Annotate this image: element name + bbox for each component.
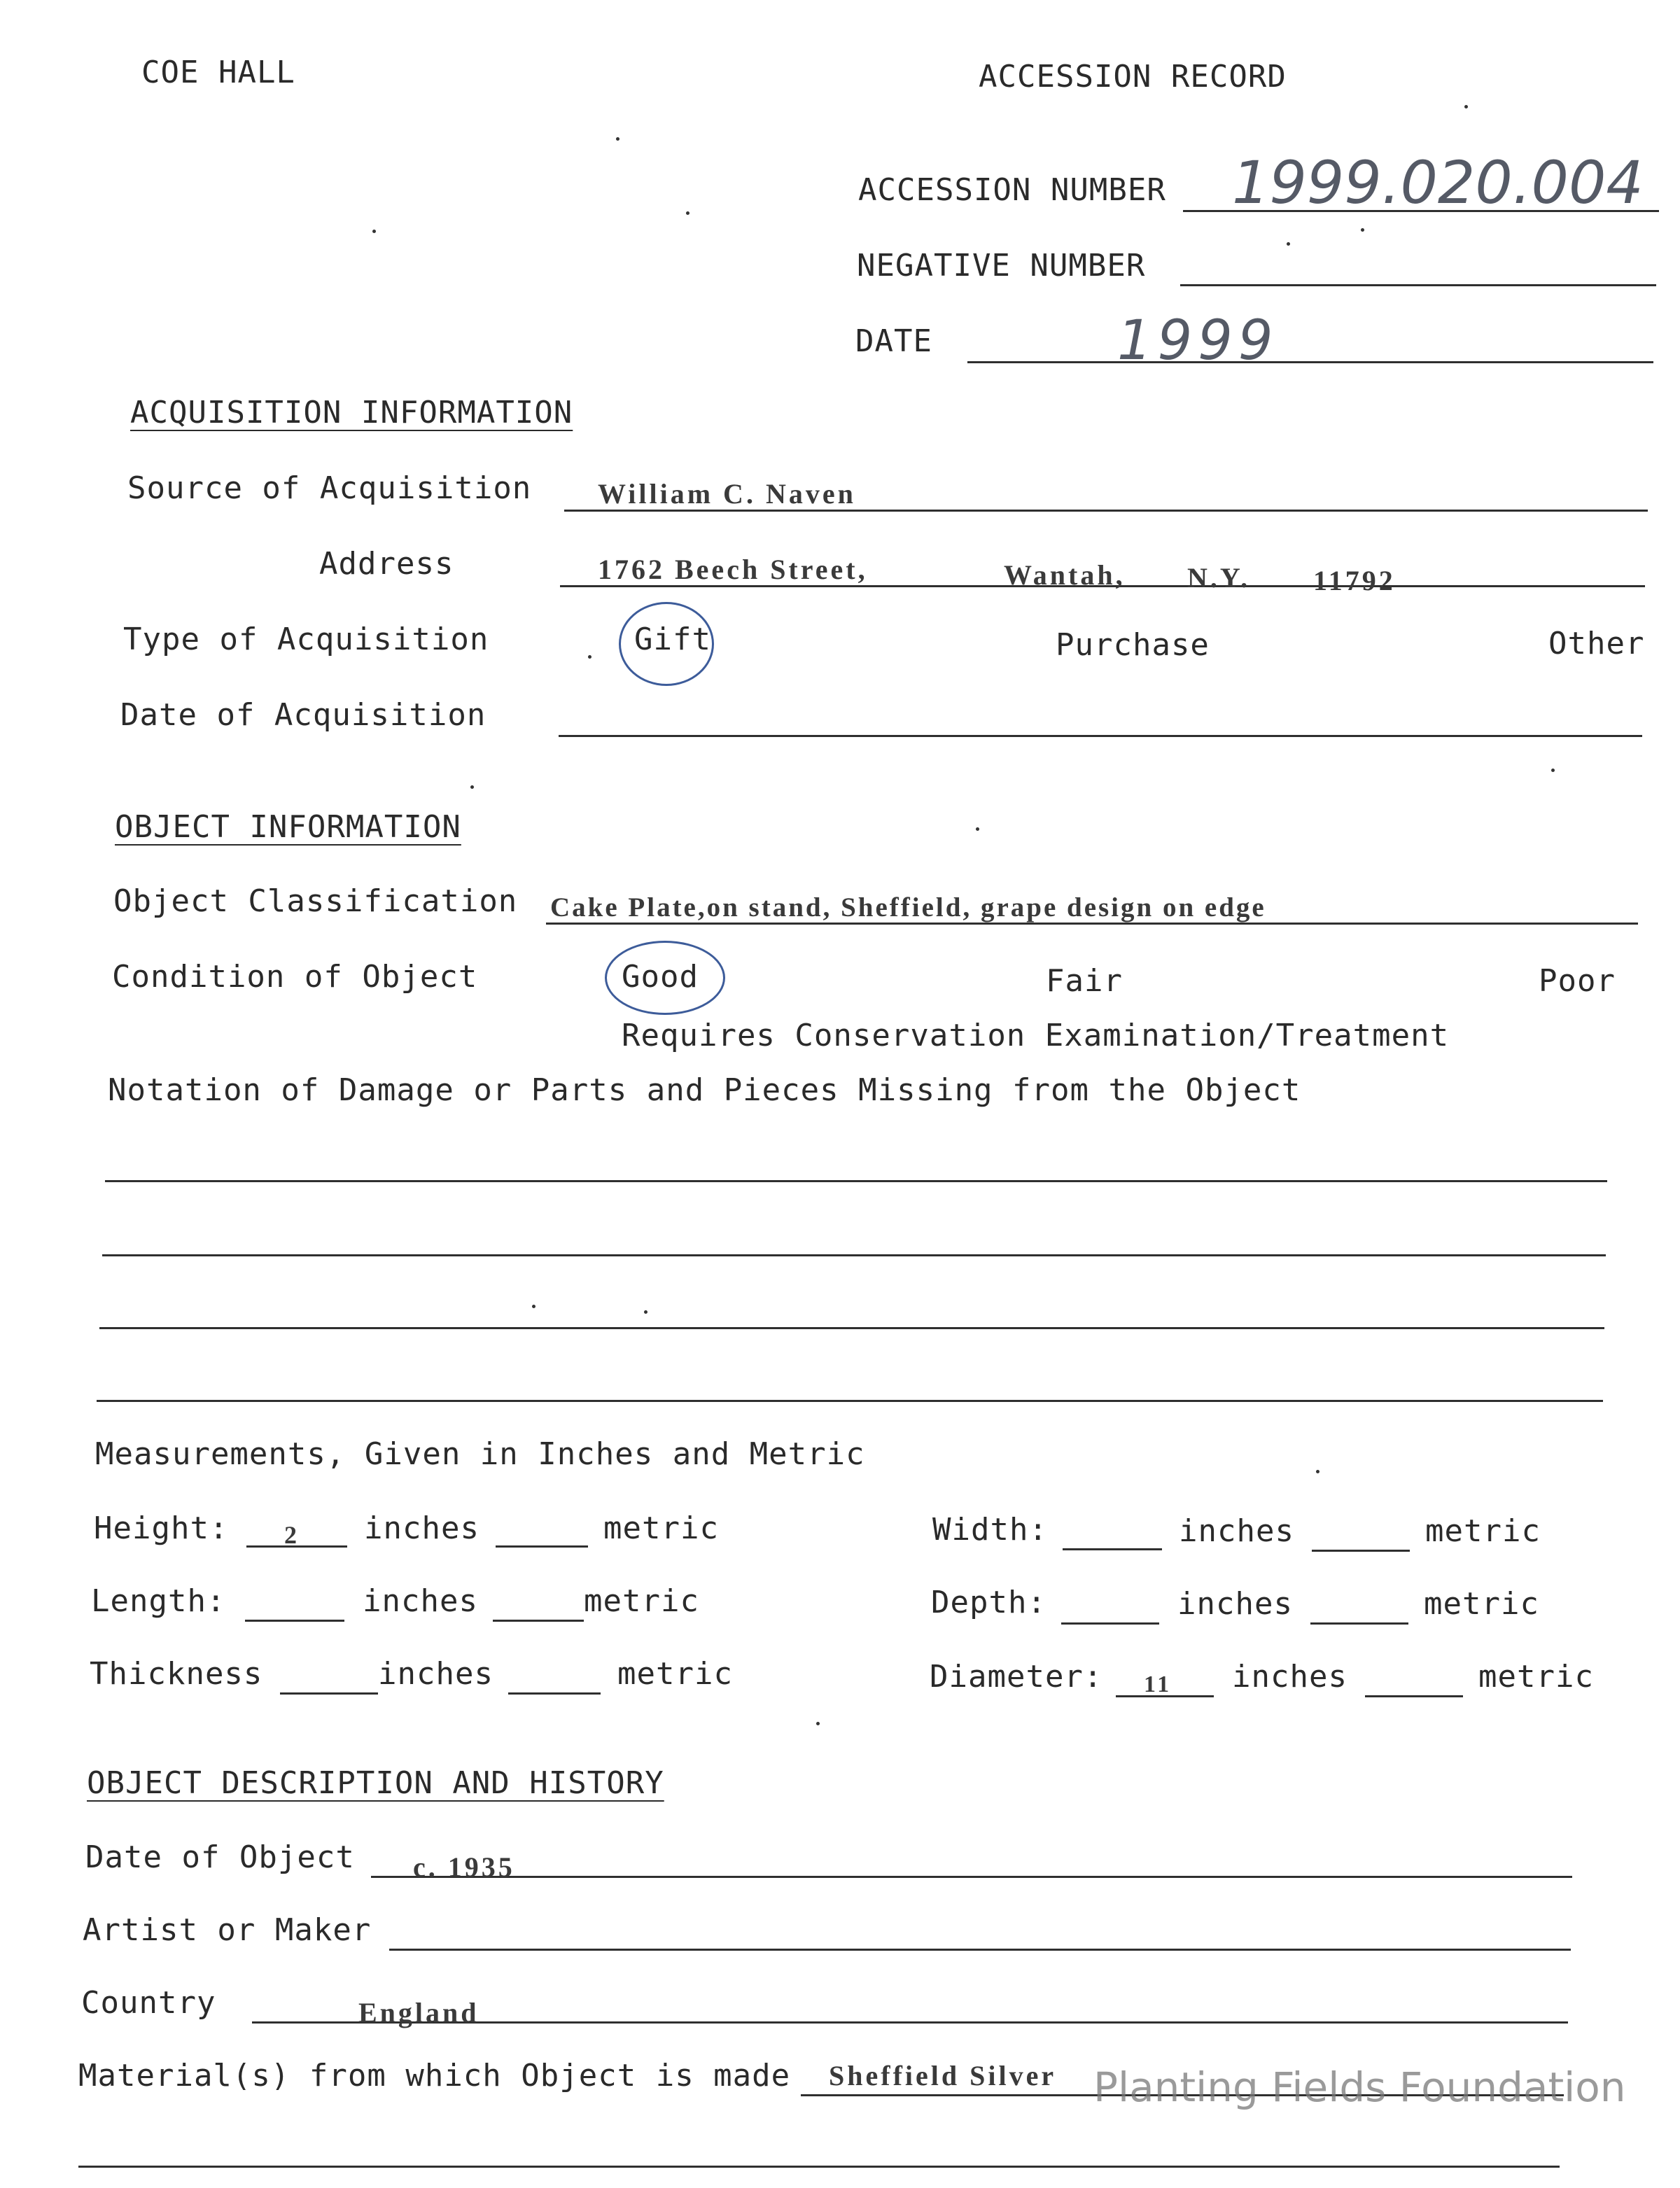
condition-option-fair[interactable]: Fair — [1046, 963, 1123, 999]
height-metric-label: metric — [603, 1510, 719, 1546]
type-option-purchase[interactable]: Purchase — [1056, 627, 1210, 663]
address-street[interactable]: 1762 Beech Street, — [598, 554, 868, 585]
acquisition-section-title: ACQUISITION INFORMATION — [130, 395, 573, 430]
depth-label: Depth: — [931, 1585, 1046, 1620]
source-label: Source of Acquisition — [127, 470, 532, 506]
artist-label: Artist or Maker — [83, 1912, 372, 1948]
scan-speck — [1464, 105, 1468, 108]
thickness-inches-line[interactable] — [280, 1692, 378, 1695]
scan-speck — [1287, 242, 1290, 246]
country-label: Country — [81, 1985, 216, 2021]
date-acquisition-line[interactable] — [559, 735, 1642, 737]
thickness-metric-line[interactable] — [508, 1692, 601, 1695]
watermark-text: Planting Fields Foundation — [1093, 2063, 1626, 2111]
condition-selected-circle — [605, 941, 725, 1015]
damage-line-1[interactable] — [105, 1180, 1607, 1182]
diameter-label: Diameter: — [930, 1659, 1103, 1695]
address-label: Address — [319, 546, 454, 582]
scan-speck — [976, 827, 979, 831]
damage-line-3[interactable] — [99, 1327, 1604, 1329]
address-city[interactable]: Wantah, — [1004, 559, 1126, 591]
scan-speck — [816, 1722, 820, 1725]
diameter-value[interactable]: 11 — [1144, 1671, 1172, 1697]
thickness-label: Thickness — [90, 1656, 263, 1692]
form-title: ACCESSION RECORD — [979, 59, 1287, 94]
width-inches-label: inches — [1179, 1513, 1294, 1549]
diameter-inches-label: inches — [1232, 1659, 1348, 1695]
width-metric-line[interactable] — [1312, 1550, 1410, 1552]
condition-label: Condition of Object — [112, 959, 478, 995]
type-selected-circle — [619, 602, 714, 686]
height-value[interactable]: 2 — [284, 1521, 300, 1549]
scan-speck — [372, 230, 376, 233]
height-inches-label: inches — [364, 1510, 479, 1546]
scan-speck — [588, 655, 592, 659]
extra-line[interactable] — [78, 2166, 1560, 2168]
date-value[interactable]: 1999 — [1117, 309, 1279, 372]
negative-number-line[interactable] — [1180, 284, 1656, 286]
material-label: Material(s) from which Object is made — [78, 2058, 791, 2094]
damage-label: Notation of Damage or Parts and Pieces Missing from the Object — [108, 1072, 1301, 1108]
width-inches-line[interactable] — [1063, 1548, 1162, 1550]
height-label: Height: — [94, 1510, 229, 1546]
length-inches-label: inches — [363, 1583, 478, 1619]
artist-line[interactable] — [389, 1949, 1571, 1951]
country-value[interactable]: England — [358, 1997, 479, 2028]
accession-number-label: ACCESSION NUMBER — [858, 172, 1166, 208]
conservation-text[interactable]: Requires Conservation Examination/Treatment — [622, 1018, 1450, 1053]
length-label: Length: — [91, 1583, 226, 1619]
type-option-other[interactable]: Other — [1548, 626, 1645, 661]
type-label: Type of Acquisition — [123, 622, 489, 657]
description-section-title: OBJECT DESCRIPTION AND HISTORY — [87, 1765, 664, 1801]
depth-inches-label: inches — [1177, 1586, 1293, 1622]
thickness-metric-label: metric — [617, 1656, 733, 1692]
scan-speck — [1551, 769, 1555, 772]
damage-line-2[interactable] — [102, 1254, 1606, 1256]
height-metric-line[interactable] — [496, 1545, 588, 1548]
scan-speck — [1361, 228, 1364, 232]
date-object-line — [371, 1876, 1572, 1878]
accession-number-value[interactable]: 1999.020.004 — [1232, 148, 1644, 217]
scan-speck — [686, 211, 690, 215]
thickness-inches-label: inches — [378, 1656, 493, 1692]
length-metric-line[interactable] — [493, 1620, 584, 1622]
damage-line-4[interactable] — [97, 1400, 1603, 1402]
object-section-title: OBJECT INFORMATION — [115, 809, 461, 845]
depth-metric-label: metric — [1424, 1586, 1539, 1622]
date-object-value[interactable]: c. 1935 — [413, 1851, 515, 1883]
scan-speck — [1316, 1470, 1320, 1473]
address-state[interactable]: N.Y. — [1187, 562, 1251, 594]
scan-speck — [532, 1305, 536, 1308]
negative-number-label: NEGATIVE NUMBER — [857, 248, 1146, 283]
material-value[interactable]: Sheffield Silver — [829, 2060, 1057, 2091]
condition-option-poor[interactable]: Poor — [1539, 963, 1616, 999]
width-label: Width: — [932, 1512, 1048, 1548]
length-metric-label: metric — [584, 1583, 699, 1619]
scan-speck — [470, 785, 474, 789]
institution-name: COE HALL — [141, 55, 295, 90]
date-line — [967, 361, 1653, 363]
depth-metric-line[interactable] — [1310, 1622, 1408, 1625]
diameter-metric-label: metric — [1478, 1659, 1594, 1695]
length-inches-line[interactable] — [245, 1620, 344, 1622]
scan-speck — [616, 137, 620, 141]
date-object-label: Date of Object — [85, 1839, 355, 1875]
condition-option-good[interactable]: Good — [622, 959, 699, 995]
source-value[interactable]: William C. Naven — [598, 478, 856, 510]
scan-speck — [644, 1310, 648, 1314]
date-label: DATE — [855, 323, 932, 359]
width-metric-label: metric — [1425, 1513, 1541, 1549]
date-acquisition-label: Date of Acquisition — [120, 697, 486, 733]
measurements-title: Measurements, Given in Inches and Metric — [95, 1436, 865, 1472]
classification-value[interactable]: Cake Plate,on stand, Sheffield, grape design on edge — [550, 892, 1266, 923]
classification-label: Object Classification — [113, 883, 518, 919]
diameter-metric-line[interactable] — [1365, 1695, 1463, 1697]
type-option-gift[interactable]: Gift — [634, 622, 711, 657]
depth-inches-line[interactable] — [1061, 1622, 1159, 1625]
address-zip[interactable]: 11792 — [1313, 565, 1396, 596]
